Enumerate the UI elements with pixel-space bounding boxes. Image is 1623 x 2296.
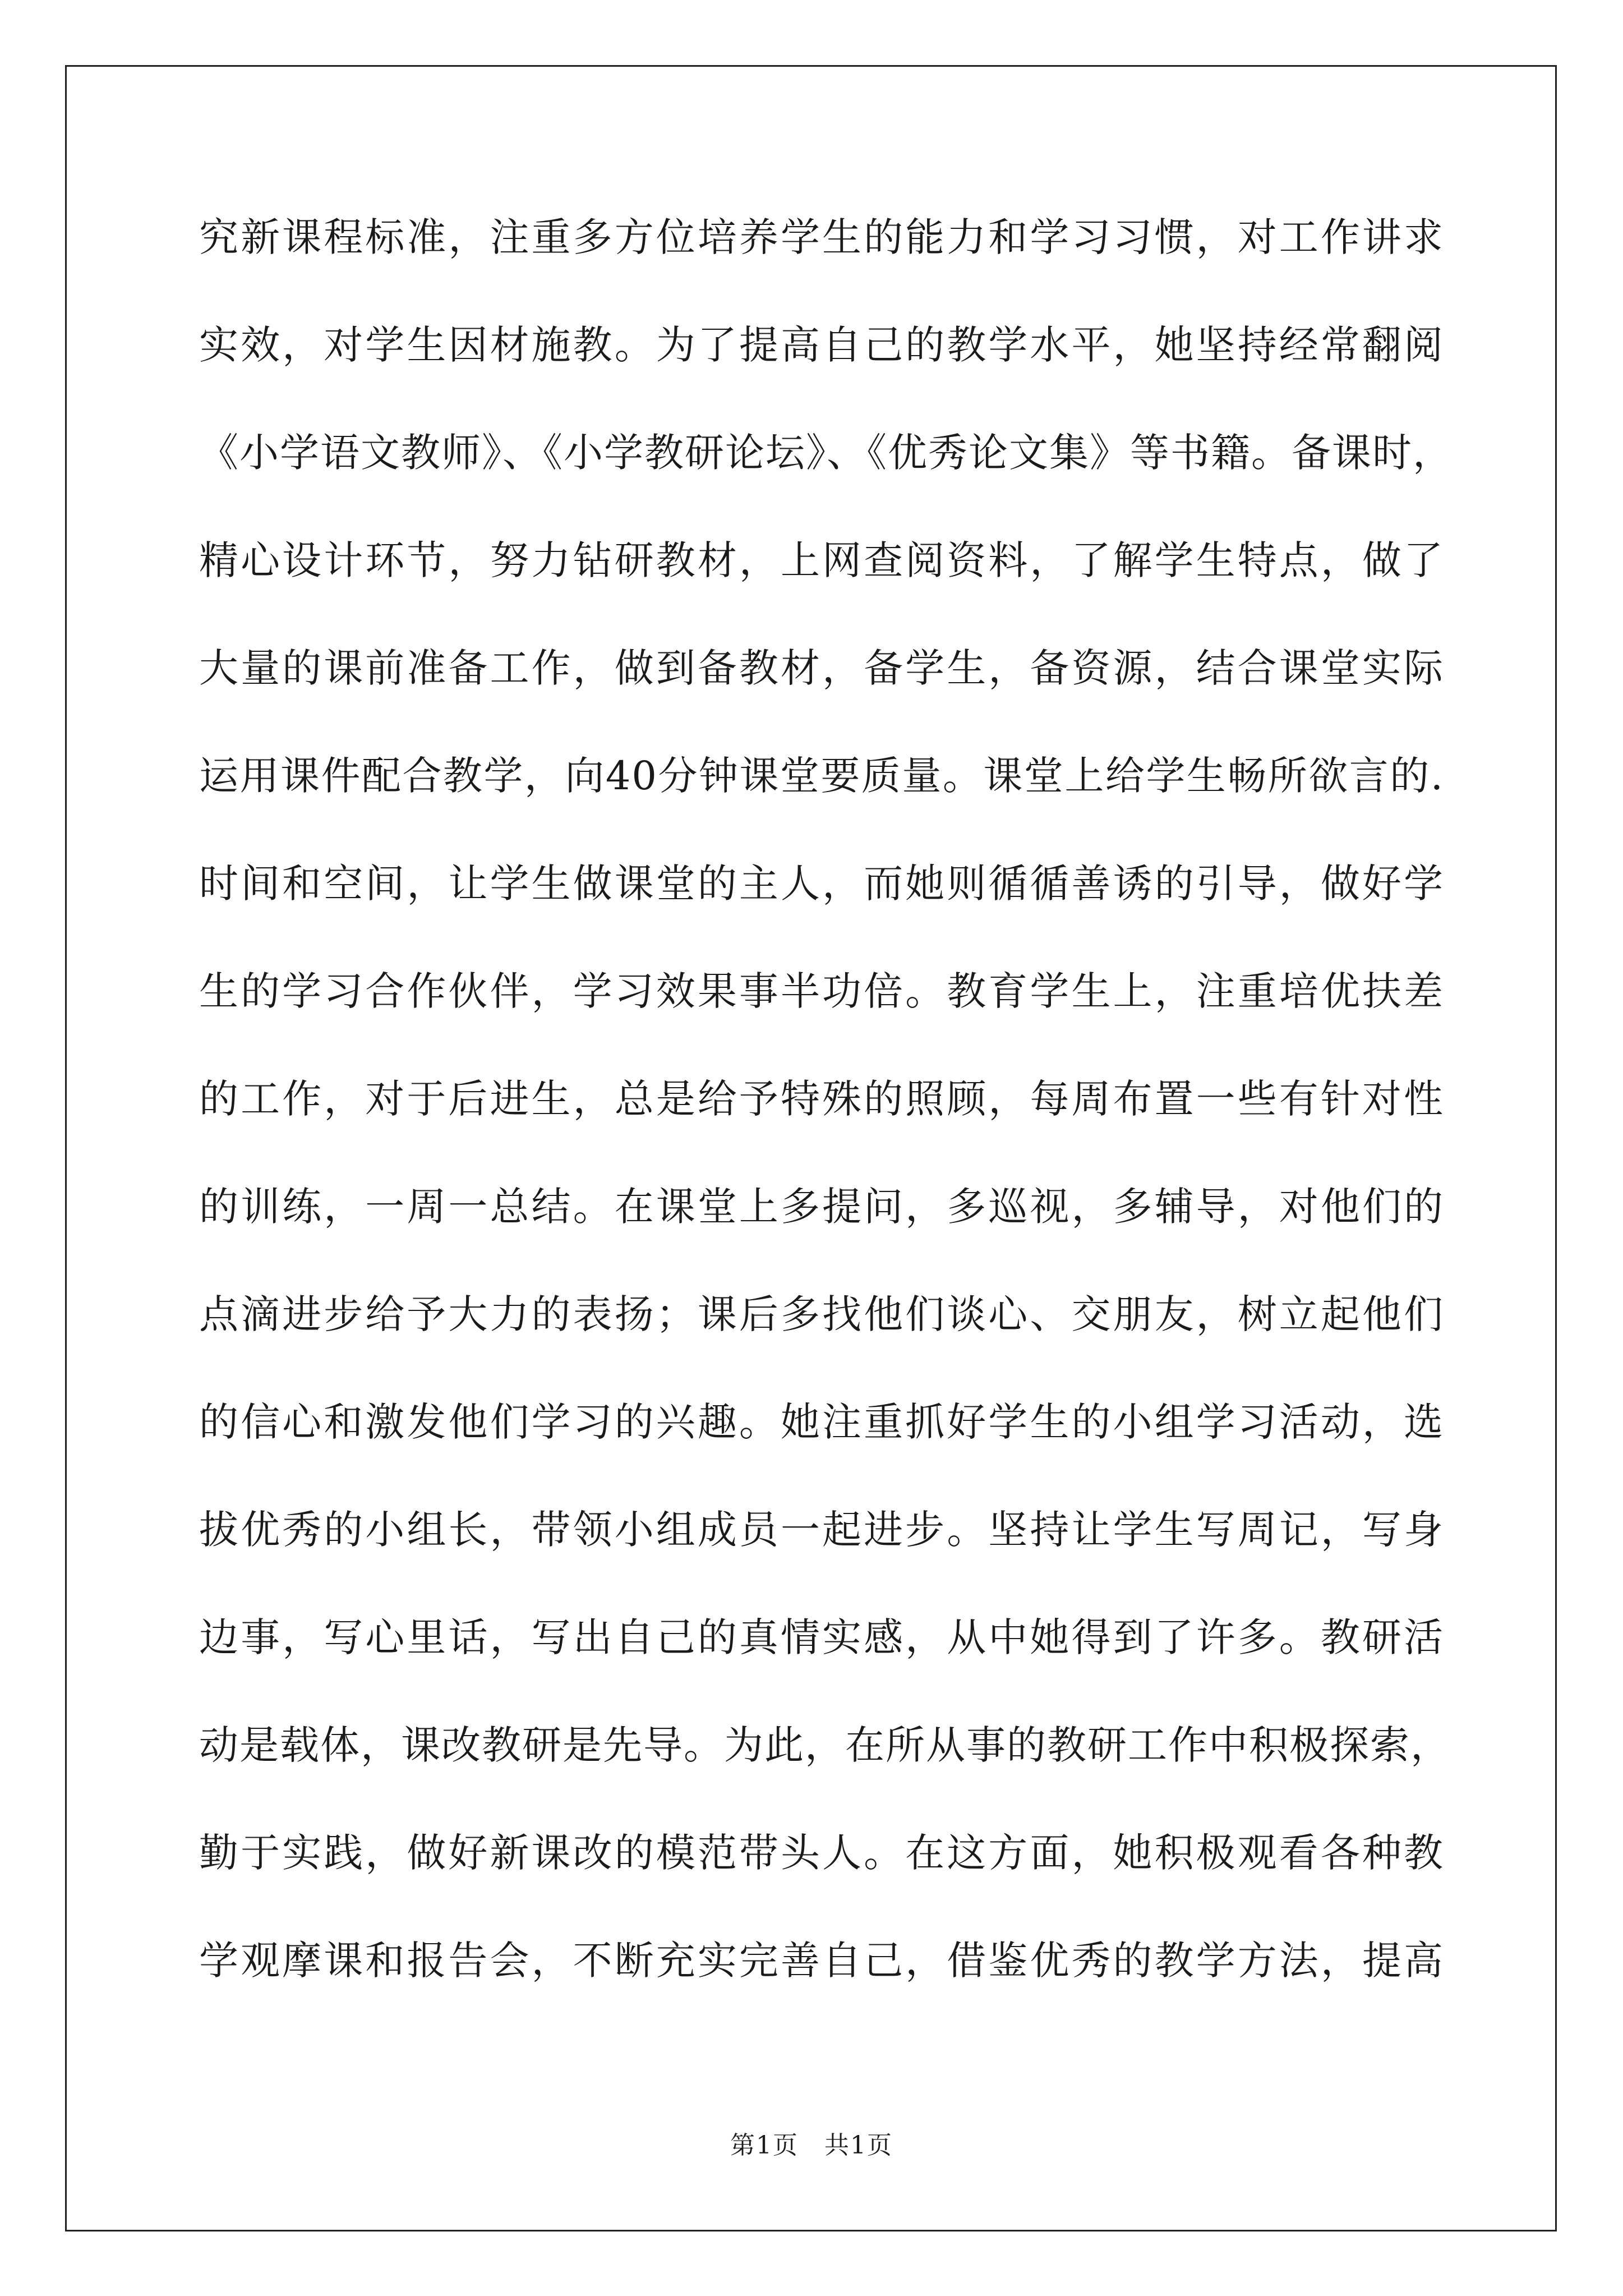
text-line: 的信心和激发他们学习的兴趣。她注重抓好学生的小组学习活动，选: [199, 1399, 1444, 1445]
page-number-footer: 第1页 共1页: [730, 2131, 893, 2160]
text-line: 动是载体，课改教研是先导。为此，在所从事的教研工作中积极探索，: [199, 1722, 1451, 1768]
text-line: 究新课程标准，注重多方位培养学生的能力和学习习惯，对工作讲求: [199, 214, 1444, 260]
text-line: 边事，写心里话，写出自己的真情实感，从中她得到了许多。教研活: [199, 1614, 1444, 1660]
text-line: 精心设计环节，努力钻研教材，上网查阅资料，了解学生特点，做了: [199, 537, 1444, 583]
text-line: 拔优秀的小组长，带领小组成员一起进步。坚持让学生写周记，写身: [199, 1507, 1444, 1553]
text-line: 《小学语文教师》、《小学教研论坛》、《优秀论文集》等书籍。备课时，: [199, 430, 1453, 476]
text-line: 学观摩课和报告会，不断充实完善自己，借鉴优秀的教学方法，提高: [199, 1938, 1444, 1984]
text-line: 实效，对学生因材施教。为了提高自己的教学水平，她坚持经常翻阅: [199, 322, 1444, 368]
text-line: 的训练，一周一总结。在课堂上多提问，多巡视，多辅导，对他们的: [199, 1184, 1444, 1230]
text-line: 点滴进步给予大力的表扬；课后多找他们谈心、交朋友，树立起他们: [199, 1291, 1444, 1337]
text-line: 运用课件配合教学，向40分钟课堂要质量。课堂上给学生畅所欲言的.: [199, 753, 1444, 799]
document-body: [199, 214, 1453, 2047]
text-line: 勤于实践，做好新课改的模范带头人。在这方面，她积极观看各种教: [199, 1830, 1444, 1876]
text-line: 大量的课前准备工作，做到备教材，备学生，备资源，结合课堂实际: [199, 645, 1444, 691]
text-line: 时间和空间，让学生做课堂的主人，而她则循循善诱的引导，做好学: [199, 861, 1444, 907]
text-line: 生的学习合作伙伴，学习效果事半功倍。教育学生上，注重培优扶差: [199, 968, 1444, 1014]
text-line: 的工作，对于后进生，总是给予特殊的照顾，每周布置一些有针对性: [199, 1076, 1444, 1122]
